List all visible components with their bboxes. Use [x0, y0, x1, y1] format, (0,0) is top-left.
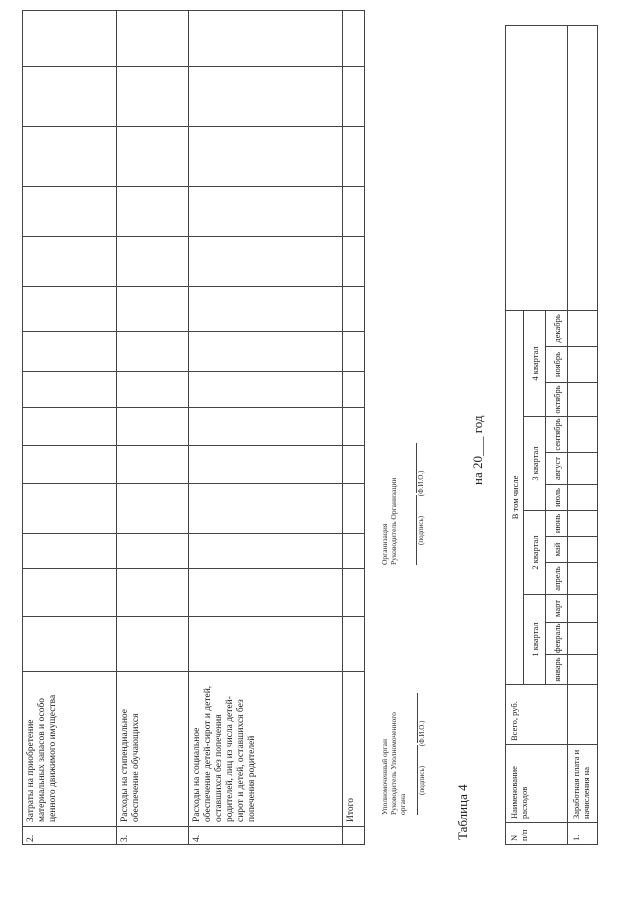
- row-number: 4.: [189, 827, 343, 845]
- header-name: Наименование расходов: [506, 745, 568, 823]
- row-number: 1.: [568, 823, 598, 845]
- header-number: N п/п: [506, 823, 568, 845]
- header-quarter-1: 1 квартал: [524, 595, 546, 685]
- row-number: 2.: [23, 827, 117, 845]
- caption-fio: (Ф.И.О.): [418, 720, 426, 747]
- upper-table: [22, 25, 365, 845]
- authority-organ-label: органа: [398, 793, 407, 815]
- signature-line: [409, 745, 418, 815]
- row-label: Итого: [343, 672, 365, 827]
- row-label: Затраты на приобретение материальных запасов и особо ценного движимого имущества: [23, 672, 117, 827]
- header-month: ноябрь: [546, 347, 568, 383]
- table-row: [23, 11, 117, 845]
- header-total: Всего, руб.: [506, 685, 568, 745]
- organization-head-label: Руководитель Организации: [389, 477, 398, 565]
- row-label: Расходы на социальное обеспечение детей-сирот и детей, оставшихся без попечения родителей, лиц из числа детей-сирот и детей, оставшихся без попечения родителей: [189, 672, 343, 827]
- header-month: октябрь: [546, 383, 568, 417]
- name-line: [409, 693, 418, 743]
- header-group: В том числе: [506, 310, 524, 684]
- row-label: Заработная плата и начисления на: [568, 745, 598, 823]
- header-month: декабрь: [546, 310, 568, 346]
- row-label: Расходы на стипендиальное обеспечение обучающихся: [117, 672, 189, 827]
- authority-head-label: Руководитель Уполномоченного: [389, 712, 398, 815]
- organization-label: Организация: [380, 523, 389, 565]
- table-title: Таблица 4: [455, 784, 470, 840]
- authority-label: Уполномоченный орган: [380, 739, 389, 815]
- header-quarter-4: 4 квартал: [524, 310, 546, 416]
- header-month: сентябрь: [546, 417, 568, 453]
- row-number: 3.: [117, 827, 189, 845]
- signature-block-authority: [380, 645, 427, 815]
- header-month: июль: [546, 485, 568, 511]
- table-row: [343, 11, 365, 845]
- caption-signature: (подпись): [417, 515, 425, 545]
- year-title: на 20___ год: [470, 415, 485, 485]
- header-month: январь: [546, 655, 568, 685]
- header-quarter-2: 2 квартал: [524, 511, 546, 595]
- signature-line: [408, 495, 417, 565]
- header-month: май: [546, 537, 568, 563]
- signature-block-organization: [380, 395, 426, 565]
- header-month: февраль: [546, 623, 568, 655]
- header-quarter-3: 3 квартал: [524, 417, 546, 511]
- table-row: [189, 11, 343, 845]
- caption-fio: (Ф.И.О.): [417, 470, 425, 497]
- table-row: [117, 11, 189, 845]
- header-month: август: [546, 453, 568, 485]
- name-line: [408, 443, 417, 493]
- caption-signature: (подпись): [418, 765, 426, 795]
- header-month: июнь: [546, 511, 568, 537]
- table-4: [505, 25, 598, 845]
- row-number: [343, 827, 365, 845]
- header-month: март: [546, 595, 568, 623]
- table-row: [568, 26, 598, 845]
- header-month: апрель: [546, 563, 568, 595]
